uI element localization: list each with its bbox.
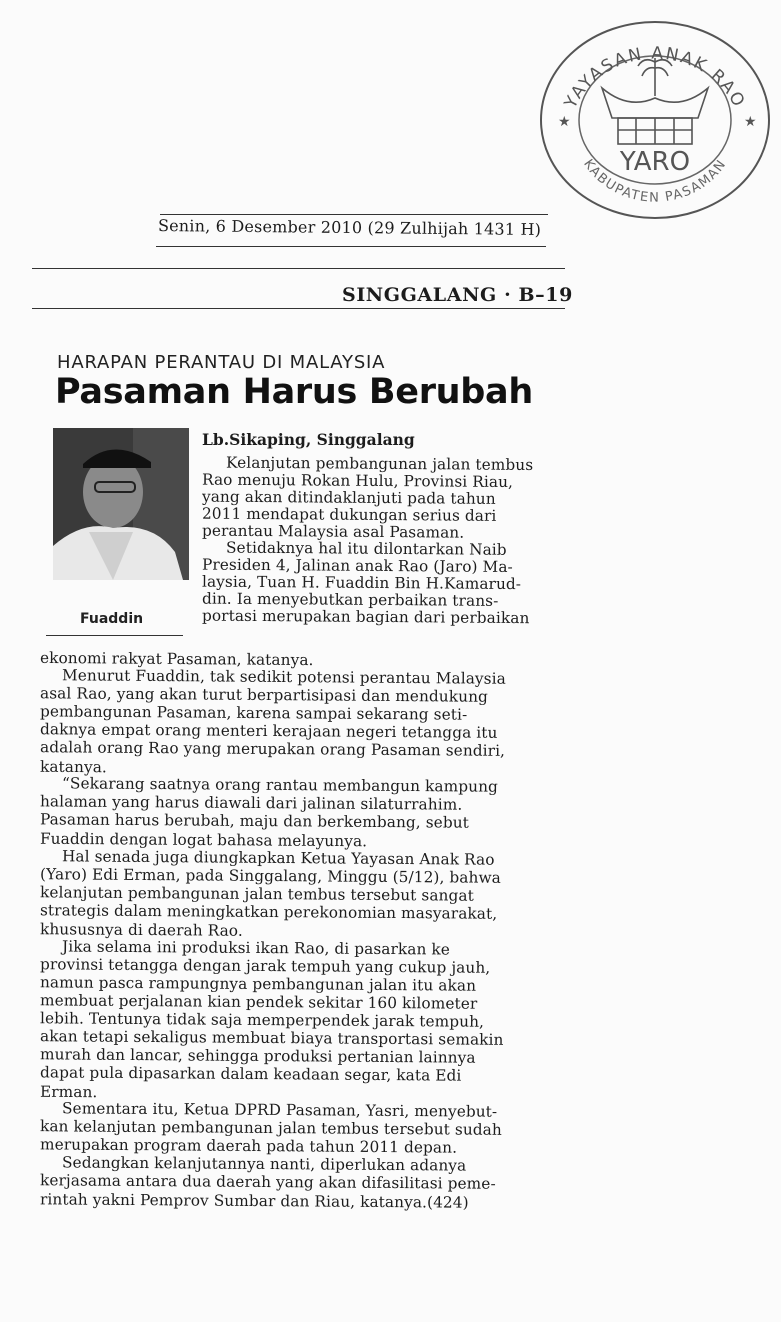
yaro-stamp: [538, 18, 772, 222]
stamp-top-text: YAYASAN ANAK RAO: [560, 43, 750, 112]
body-line: rintah yakni Pemprov Sumbar dan Riau, katanya.(424): [39, 1189, 469, 1212]
dateline: Lb.Sikaping, Singgalang: [202, 430, 415, 449]
body-line: Pasaman harus berubah, maju dan berkembang, sebut: [39, 810, 470, 833]
body-line: Sementara itu, Ketua DPRD Pasaman, Yasri, menyebut-: [61, 1099, 498, 1121]
rule-under-date: [156, 246, 546, 247]
kicker: HARAPAN PERANTAU DI MALAYSIA: [57, 352, 386, 373]
body-line: 2011 mendapat dukungan serius dari: [201, 504, 497, 525]
body-line: Jika selama ini produksi ikan Rao, di pasarkan ke: [61, 937, 451, 959]
body-line: Rao menuju Rokan Hulu, Provinsi Riau,: [201, 470, 514, 492]
headline: Pasaman Harus Berubah: [55, 372, 533, 412]
body-line: yang akan ditindaklanjuti pada tahun: [201, 487, 496, 508]
body-line: asal Rao, yang akan turut berpartisipasi dan mendukung: [39, 684, 489, 706]
body-line: laysia, Tuan H. Fuaddin Bin H.Kamarud-: [201, 572, 522, 594]
body-line: khususnya di daerah Rao.: [39, 919, 243, 940]
stamp-bottom-text: KABUPATEN PASAMAN: [580, 156, 730, 206]
body-line: Presiden 4, Jalinan anak Rao (Jaro) Ma-: [201, 555, 513, 577]
body-line: adalah orang Rao yang merupakan orang Pasaman sendiri,: [39, 738, 506, 761]
body-line: daknya empat orang menteri kerajaan negeri tetangga itu: [39, 720, 498, 742]
body-line: provinsi tetangga dengan jarak tempuh yang cukup jauh,: [39, 955, 491, 977]
body-line: kerjasama antara dua daerah yang akan difasilitasi peme-: [39, 1171, 496, 1194]
body-line: murah dan lancar, sehingga produksi pertanian lainnya: [39, 1045, 476, 1067]
stamp-center-text: YARO: [619, 147, 691, 177]
body-line: Hal senada juga diungkapkan Ketua Yayasan Anak Rao: [61, 846, 495, 869]
body-line: (Yaro) Edi Erman, pada Singgalang, Minggu (5/12), bahwa: [39, 864, 502, 887]
body-line: perantau Malaysia asal Pasaman.: [201, 521, 465, 542]
masthead: SINGGALANG · B–19: [342, 284, 573, 306]
issue-date: Senin, 6 Desember 2010 (29 Zulhijah 1431 H): [157, 215, 542, 240]
photo-caption: Fuaddin: [80, 611, 144, 627]
body-line: strategis dalam meningkatkan perekonomian masyarakat,: [39, 900, 498, 923]
body-line: merupakan program daerah pada tahun 2011 depan.: [39, 1135, 458, 1157]
body-line: dapat pula dipasarkan dalam keadaan segar, kata Edi: [39, 1063, 462, 1085]
body-line: akan tetapi sekaligus membuat biaya transportasi semakin: [39, 1027, 504, 1049]
body-line: halaman yang harus diawali dari jalinan silaturrahim.: [39, 792, 463, 815]
body-line: Sedangkan kelanjutannya nanti, diperlukan adanya: [61, 1153, 467, 1175]
rule-top: [160, 214, 548, 215]
body-line: portasi merupakan bagian dari perbaikan: [201, 606, 530, 628]
body-line: katanya.: [39, 758, 108, 777]
star-icon: ★: [558, 114, 571, 130]
body-line: namun pasca rampungnya pembangunan jalan itu akan: [39, 973, 477, 995]
body-line: Kelanjutan pembangunan jalan tembus: [225, 453, 534, 474]
star-icon: ★: [744, 114, 757, 130]
portrait-photo: [53, 428, 189, 580]
body-line: kelanjutan pembangunan jalan tembus tersebut sangat: [39, 882, 474, 905]
body-line: membuat perjalanan kian pendek sekitar 160 kilometer: [39, 991, 478, 1013]
body-line: Erman.: [39, 1082, 98, 1102]
rule-masthead-bottom: [32, 308, 565, 309]
body-line: pembangunan Pasaman, karena sampai sekarang seti-: [39, 702, 468, 724]
body-line: Setidaknya hal itu dilontarkan Naib: [225, 538, 507, 559]
body-line: din. Ia menyebutkan perbaikan trans-: [201, 589, 499, 610]
caption-rule: [46, 635, 183, 636]
body-line: kan kelanjutan pembangunan jalan tembus tersebut sudah: [39, 1117, 502, 1140]
body-line: Menurut Fuaddin, tak sedikit potensi perantau Malaysia: [61, 666, 506, 688]
body-line: “Sekarang saatnya orang rantau membangun kampung: [61, 774, 499, 797]
rule-masthead-top: [32, 268, 565, 269]
body-line: ekonomi rakyat Pasaman, katanya.: [39, 648, 314, 670]
body-line: Fuaddin dengan logat bahasa melayunya.: [39, 829, 368, 850]
body-line: lebih. Tentunya tidak saja memperpendek jarak tempuh,: [39, 1009, 485, 1031]
